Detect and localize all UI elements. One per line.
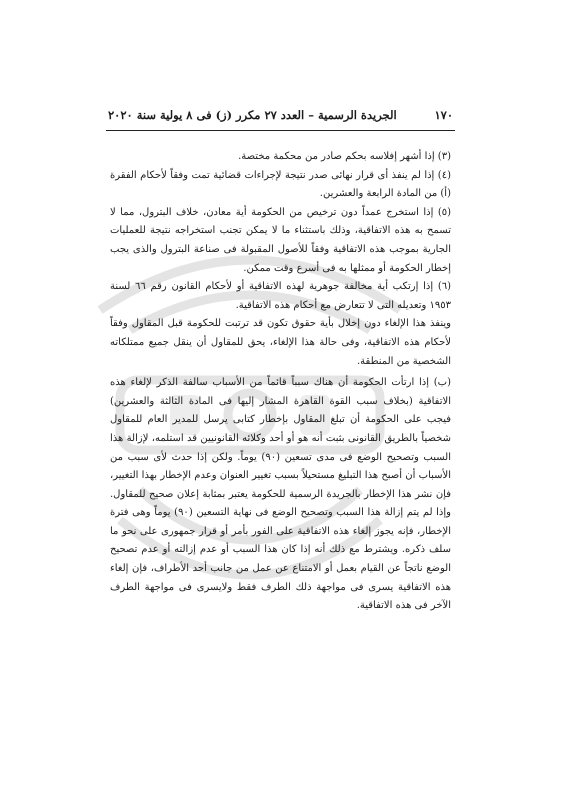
clause-4: (٤) إذا لم ينفذ أى قرار نهائى صدر نتيجة لإجراءات قضائية تمت وفقاً لأحكام الفقرة (أ) من المادة الرابعة والعشرين. <box>110 169 451 200</box>
cancellation-effect-paragraph: وينفذ هذا الإلغاء دون إخلال بأية حقوق تكون قد ترتبت للحكومة قبل المقاول وفقاً لأحكام هذه الاتفاقية، وفى حالة هذا الإلغاء، يحق للمقاول أن ينقل جميع ممتلكاته الشخصية من المنطقة. <box>110 318 451 367</box>
page-header <box>108 108 453 122</box>
page-number: ١٧٠ <box>434 108 453 122</box>
publication-title: الجريدة الرسمية – العدد ٢٧ مكرر (ز) فى ٨ يولية سنة ٢٠٢٠ <box>108 108 397 122</box>
clause-6: (٦) إذا إرتكب أية مخالفة جوهرية لهذه الاتفاقية أو لأحكام القانون رقم ٦٦ لسنة ١٩٥٣ وتعديله التى لا تتعارض مع أحكام هذه الاتفاقية. <box>110 281 451 311</box>
clause-b-paragraph: (ب) إذا ارتأت الحكومة أن هناك سبباً قائماً من الأسباب سالفة الذكر لإلغاء هذه الاتفاقية (بخلاف سبب القوة القاهرة المشار إليها فى المادة الثالثة والعشرين) فيجب على الحكومة أن تبلغ المقاول بإخطار كتابى يرسل للمدير العام للمقاول شخصياً بالطريق القانونى بثبت أنه هو أو أحد وكلائه القانونيين قد استلمه، لإزالة هذا السبب وتصحيح الوضع فى مدى تسعين (٩٠) يوماً. ولكن إذا حدث لأى سبب من الأسباب أن أصبح هذا التبليغ مستحيلاً بسبب تغيير العنوان وعدم الإخطار بهذا التغيير، فإن نشر هذا الإخطار بالجريدة الرسمية للحكومة يعتبر بمثابة إعلان صحيح للمقاول. وإذا لم يتم إزالة هذا السبب وتصحيح الوضع فى نهاية التسعين (٩٠) يوماً وهى فترة الإخطار، فإنه يجوز إلغاء هذه الاتفاقية على الفور بأمر أو قرار جمهورى على نحو ما سلف ذكره. ويشترط مع ذلك أنه إذا كان هذا السبب أو عدم إزالته أو عدم تصحيح الوضع ناتجاً عن القيام بعمل أو الامتناع عن عمل من جانب أحد الأطراف، فإن إلغاء هذه الاتفاقية يسرى فى مواجهة ذلك الطرف فقط ولايسرى فى مواجهة الطرف الآخر فى هذه الاتفاقية. <box>110 377 452 612</box>
document-body <box>110 148 451 616</box>
clause-5: (٥) إذا استخرج عمداً دون ترخيص من الحكومة أية معادن، خلاف البترول، مما لا تسمح به هذه الاتفاقية، وذلك باستثناء ما لا يمكن تجنب استخراجه نتيجة للعمليات الجارية بموجب هذه الاتفاقية وفقاً للأصول المقبولة فى صناعة البترول والذى يجب إخطار الحكومة أو ممثلها به فى أسرع وقت ممكن. <box>110 206 451 274</box>
clause-3: (٣) إذا أشهر إفلاسه بحكم صادر من محكمة مختصة. <box>238 151 451 162</box>
header-divider <box>106 130 455 131</box>
